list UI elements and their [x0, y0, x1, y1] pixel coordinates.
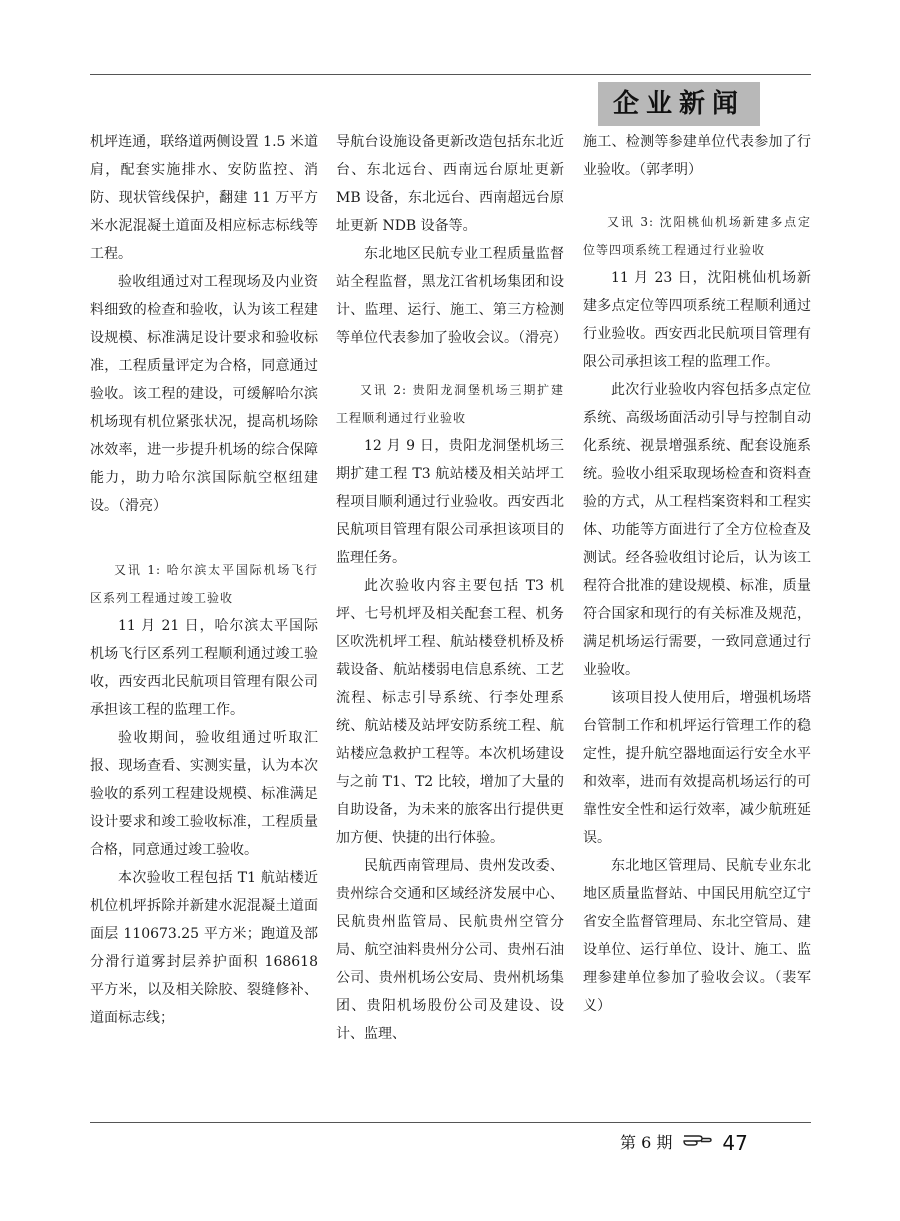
- paragraph: 该项目投人使用后，增强机场塔台管制工作和机坪运行管理工作的稳定性，提升航空器地面运行安全水平和效率，进而有效提高机场运行的可靠性安全性和运行效率，减少航班延误。: [583, 690, 811, 846]
- paragraph: 11 月 23 日，沈阳桃仙机场新建多点定位等四项系统工程顺利通过行业验收。西安西北民航项目管理有限公司承担该工程的监理工作。: [583, 270, 811, 370]
- column-2: [336, 128, 567, 1048]
- top-rule: [90, 74, 811, 75]
- paragraph: 本次验收工程包括 T1 航站楼近机位机坪拆除并新建水泥混凝土道面面层 110673.25 平方米；跑道及部分滑行道雾封层养护面积 168618 平方米，以及相关除胶、裂缝修补、道面标志线；: [90, 870, 318, 1026]
- issue-label: 第 6 期: [620, 1133, 673, 1152]
- paragraph: 施工、检测等参建单位代表参加了行业验收。（郭孝明）: [583, 134, 811, 178]
- column-1: [90, 128, 318, 1032]
- paragraph: 此次行业验收内容包括多点定位系统、高级场面活动引导与控制自动化系统、视景增强系统、配套设施系统。验收小组采取现场检查和资料查验的方式，从工程档案资料和工程实体、功能等方面进行了全方位检查及测试。经各验收组讨论后，认为该工程符合批准的建设规模、标准，质量符合国家和现行的有关标准及规范，满足机场运行需要，一致同意通过行业验收。: [583, 382, 811, 678]
- bottom-rule: [90, 1122, 811, 1123]
- paragraph: 12 月 9 日，贵阳龙洞堡机场三期扩建工程 T3 航站楼及相关站坪工程项目顺利通过行业验收。西安西北民航项目管理有限公司承担该项目的监理任务。: [336, 438, 564, 566]
- section-title: 企业新闻: [612, 89, 745, 119]
- page-footer: [620, 1130, 748, 1156]
- pointing-hand-icon: [682, 1130, 712, 1156]
- paragraph: 验收期间，验收组通过听取汇报、现场查看、实测实量，认为本次验收的系列工程建设规模、标准满足设计要求和竣工验收标准，工程质量合格，同意通过竣工验收。: [90, 730, 318, 858]
- subheading: 又讯 1: 哈尔滨太平国际机场飞行区系列工程通过竣工验收: [90, 563, 318, 605]
- paragraph: 验收组通过对工程现场及内业资料细致的检查和验收，认为该工程建设规模、标准满足设计要求和验收标准，工程质量评定为合格，同意通过验收。该工程的建设，可缓解哈尔滨机场现有机位紧张状况，提高机场除冰效率，进一步提升机场的综合保障能力，助力哈尔滨国际航空枢纽建设。（滑亮）: [90, 274, 318, 514]
- subheading: 又讯 2: 贵阳龙洞堡机场三期扩建工程顺利通过行业验收: [336, 383, 564, 425]
- paragraph: 东北地区民航专业工程质量监督站全程监督，黑龙江省机场集团和设计、监理、运行、施工、第三方检测等单位代表参加了验收会议。（滑亮）: [336, 246, 567, 346]
- paragraph: 机坪连通，联络道两侧设置 1.5 米道肩，配套实施排水、安防监控、消防、现状管线保护，翻建 11 万平方米水泥混凝土道面及相应标志标线等工程。: [90, 134, 318, 262]
- section-banner: [598, 82, 760, 126]
- paragraph: 导航台设施设备更新改造包括东北近台、东北远台、西南远台原址更新 MB 设备，东北远台、西南超远台原址更新 NDB 设备等。: [336, 134, 564, 234]
- column-3: [583, 128, 811, 1020]
- paragraph: 此次验收内容主要包括 T3 机坪、七号机坪及相关配套工程、机务区吹洗机坪工程、航站楼登机桥及桥载设备、航站楼弱电信息系统、工艺流程、标志引导系统、行李处理系统、航站楼及站坪安防系统工程、航站楼应急救护工程等。本次机场建设与之前 T1、T2 比较，增加了大量的自助设备，为未来的旅客出行提供更加方便、快捷的出行体验。: [336, 578, 564, 846]
- paragraph: 东北地区管理局、民航专业东北地区质量监督站、中国民用航空辽宁省安全监督管理局、东北空管局、建设单位、运行单位、设计、施工、监理参建单位参加了验收会议。（裴军义）: [583, 858, 811, 1014]
- page-number: 47: [722, 1131, 748, 1155]
- paragraph: 民航西南管理局、贵州发改委、贵州综合交通和区域经济发展中心、民航贵州监管局、民航贵州空管分局、航空油料贵州分公司、贵州石油公司、贵州机场公安局、贵州机场集团、贵阳机场股份公司及建设、设计、监理、: [336, 858, 564, 1042]
- paragraph: 11 月 21 日，哈尔滨太平国际机场飞行区系列工程顺利通过竣工验收，西安西北民航项目管理有限公司承担该工程的监理工作。: [90, 618, 318, 718]
- subheading: 又讯 3: 沈阳桃仙机场新建多点定位等四项系统工程通过行业验收: [583, 215, 811, 257]
